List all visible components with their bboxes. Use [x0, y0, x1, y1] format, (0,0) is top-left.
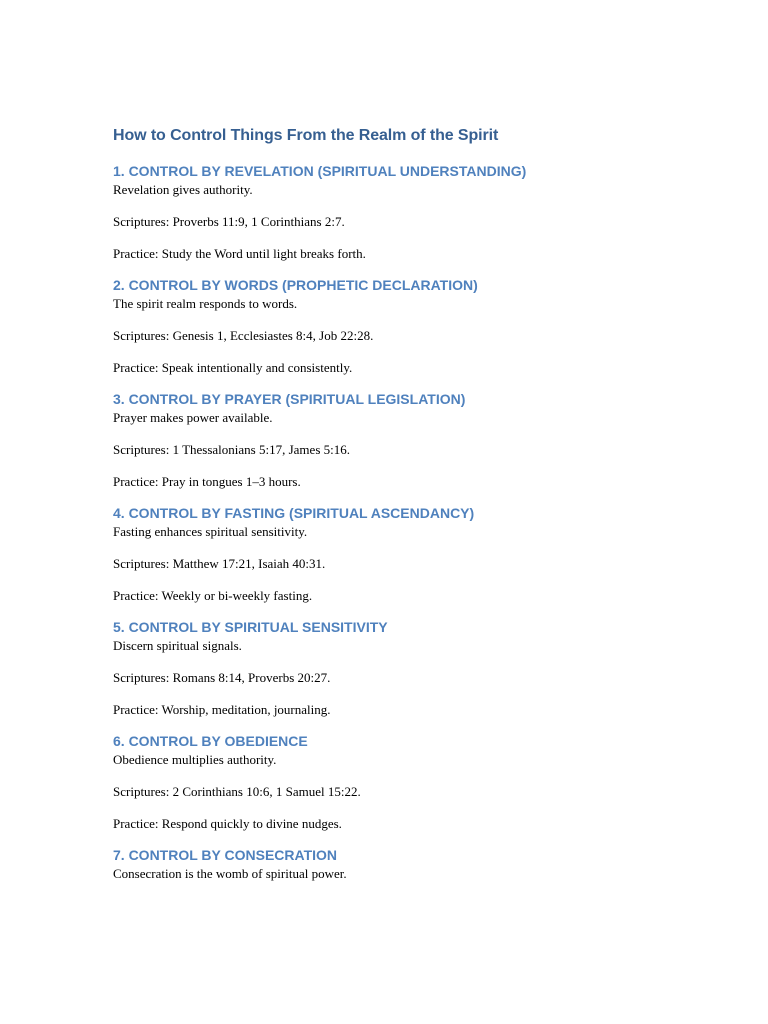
section-heading: 5. CONTROL BY SPIRITUAL SENSITIVITY — [113, 619, 388, 635]
section-summary: Consecration is the womb of spiritual power. — [113, 866, 347, 881]
section-practice: Practice: Worship, meditation, journaling. — [113, 702, 331, 717]
section-heading: 6. CONTROL BY OBEDIENCE — [113, 733, 308, 749]
section-words — [113, 274, 713, 376]
section-scriptures: Scriptures: 2 Corinthians 10:6, 1 Samuel 15:22. — [113, 784, 361, 799]
section-summary: Discern spiritual signals. — [113, 638, 242, 653]
section-prayer — [113, 388, 713, 490]
section-sensitivity — [113, 616, 713, 718]
section-fasting — [113, 502, 713, 604]
section-obedience — [113, 730, 713, 832]
section-heading: 3. CONTROL BY PRAYER (SPIRITUAL LEGISLATION) — [113, 391, 466, 407]
section-summary: The spirit realm responds to words. — [113, 296, 298, 311]
section-heading: 7. CONTROL BY CONSECRATION — [113, 847, 338, 863]
section-scriptures: Scriptures: Matthew 17:21, Isaiah 40:31. — [113, 556, 326, 571]
section-summary: Obedience multiplies authority. — [113, 752, 277, 767]
section-scriptures: Scriptures: Proverbs 11:9, 1 Corinthians 2:7. — [113, 214, 345, 229]
section-scriptures: Scriptures: Romans 8:14, Proverbs 20:27. — [113, 670, 331, 685]
document-page — [113, 126, 713, 882]
section-scriptures: Scriptures: Genesis 1, Ecclesiastes 8:4, Job 22:28. — [113, 328, 374, 343]
document-title: How to Control Things From the Realm of the Spirit — [113, 127, 499, 144]
section-practice: Practice: Weekly or bi-weekly fasting. — [113, 588, 313, 603]
section-heading: 4. CONTROL BY FASTING (SPIRITUAL ASCENDANCY) — [113, 505, 475, 521]
section-summary: Fasting enhances spiritual sensitivity. — [113, 524, 308, 539]
section-heading: 2. CONTROL BY WORDS (PROPHETIC DECLARATION) — [113, 277, 478, 293]
section-practice: Practice: Speak intentionally and consistently. — [113, 360, 353, 375]
section-summary: Revelation gives authority. — [113, 182, 253, 197]
section-practice: Practice: Pray in tongues 1–3 hours. — [113, 474, 301, 489]
section-consecration — [113, 844, 713, 882]
section-practice: Practice: Respond quickly to divine nudges. — [113, 816, 342, 831]
section-revelation — [113, 160, 713, 262]
section-summary: Prayer makes power available. — [113, 410, 273, 425]
section-scriptures: Scriptures: 1 Thessalonians 5:17, James 5:16. — [113, 442, 350, 457]
section-practice: Practice: Study the Word until light breaks forth. — [113, 246, 366, 261]
section-heading: 1. CONTROL BY REVELATION (SPIRITUAL UNDERSTANDING) — [113, 163, 527, 179]
